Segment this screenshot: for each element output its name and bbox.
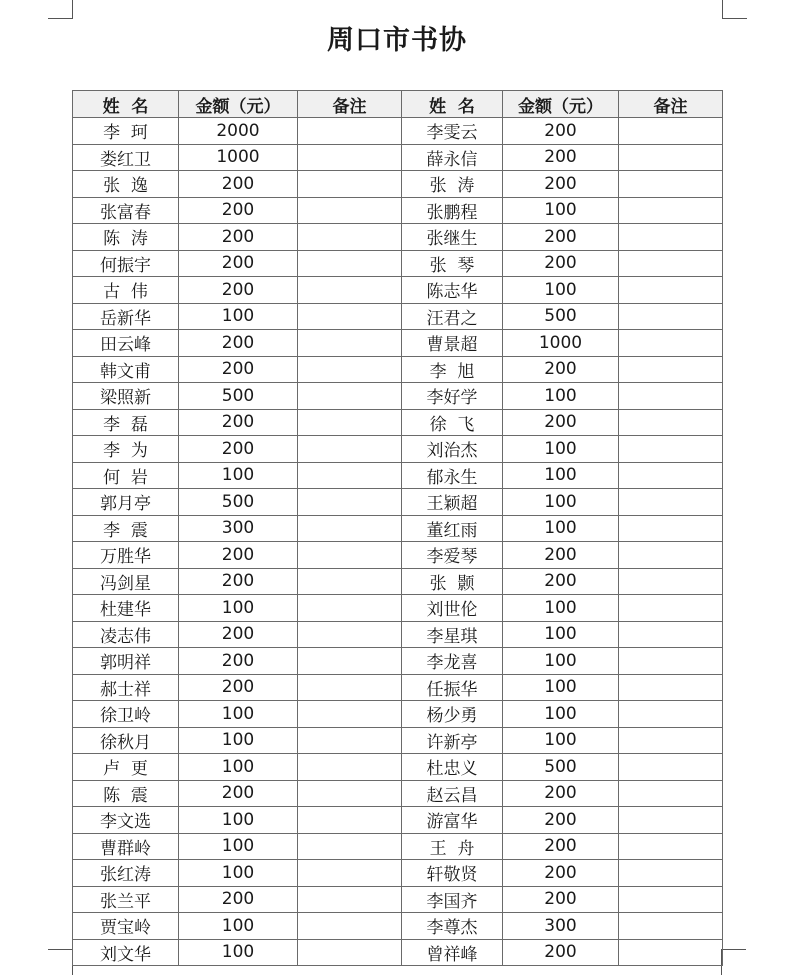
note-cell-left — [298, 224, 402, 251]
table-row — [73, 224, 723, 251]
table-row — [73, 356, 723, 383]
note-cell-right — [619, 780, 723, 807]
table-row — [73, 330, 723, 357]
note-cell-right — [619, 303, 723, 330]
name-cell-right: 李雯云 — [402, 118, 503, 145]
amount-cell-right: 1000 — [503, 330, 619, 357]
header-note-left: 备注 — [298, 91, 402, 118]
amount-cell-left: 100 — [179, 754, 298, 781]
name-cell-left: 徐秋月 — [73, 727, 179, 754]
table-row — [73, 648, 723, 675]
table-row — [73, 409, 723, 436]
table-row — [73, 144, 723, 171]
amount-cell-left: 200 — [179, 648, 298, 675]
note-cell-left — [298, 913, 402, 940]
note-cell-right — [619, 171, 723, 198]
name-cell-right: 游富华 — [402, 807, 503, 834]
note-cell-left — [298, 833, 402, 860]
amount-cell-right: 200 — [503, 542, 619, 569]
amount-cell-left: 100 — [179, 701, 298, 728]
note-cell-left — [298, 568, 402, 595]
name-cell-right: 曾祥峰 — [402, 939, 503, 966]
note-cell-right — [619, 250, 723, 277]
donation-table — [72, 90, 723, 966]
note-cell-left — [298, 595, 402, 622]
table-row — [73, 303, 723, 330]
name-cell-right: 许新亭 — [402, 727, 503, 754]
name-cell-left: 卢 更 — [73, 754, 179, 781]
table-row — [73, 780, 723, 807]
header-note-right: 备注 — [619, 91, 723, 118]
page-corner-mark-top-left — [48, 0, 73, 19]
amount-cell-right: 200 — [503, 780, 619, 807]
amount-cell-right: 200 — [503, 118, 619, 145]
name-cell-right: 张继生 — [402, 224, 503, 251]
name-cell-right: 杨少勇 — [402, 701, 503, 728]
table-row — [73, 542, 723, 569]
amount-cell-left: 200 — [179, 886, 298, 913]
table-row — [73, 701, 723, 728]
amount-cell-right: 100 — [503, 648, 619, 675]
amount-cell-right: 200 — [503, 171, 619, 198]
table-body — [73, 118, 723, 966]
note-cell-right — [619, 754, 723, 781]
amount-cell-left: 200 — [179, 171, 298, 198]
note-cell-right — [619, 807, 723, 834]
table-row — [73, 197, 723, 224]
note-cell-right — [619, 197, 723, 224]
amount-cell-left: 200 — [179, 224, 298, 251]
table-row — [73, 727, 723, 754]
note-cell-right — [619, 489, 723, 516]
name-cell-right: 薛永信 — [402, 144, 503, 171]
name-cell-left: 刘文华 — [73, 939, 179, 966]
note-cell-left — [298, 197, 402, 224]
amount-cell-right: 100 — [503, 489, 619, 516]
note-cell-right — [619, 409, 723, 436]
table-row — [73, 462, 723, 489]
name-cell-left: 郭月亭 — [73, 489, 179, 516]
table-row — [73, 515, 723, 542]
note-cell-left — [298, 436, 402, 463]
amount-cell-left: 100 — [179, 462, 298, 489]
name-cell-left: 凌志伟 — [73, 621, 179, 648]
header-amount-right: 金额（元） — [503, 91, 619, 118]
amount-cell-left: 200 — [179, 277, 298, 304]
note-cell-right — [619, 224, 723, 251]
note-cell-left — [298, 489, 402, 516]
note-cell-left — [298, 621, 402, 648]
table-row — [73, 436, 723, 463]
name-cell-left: 陈 涛 — [73, 224, 179, 251]
note-cell-right — [619, 674, 723, 701]
note-cell-right — [619, 462, 723, 489]
note-cell-right — [619, 436, 723, 463]
amount-cell-right: 200 — [503, 356, 619, 383]
name-cell-right: 张 颢 — [402, 568, 503, 595]
amount-cell-right: 100 — [503, 515, 619, 542]
amount-cell-right: 200 — [503, 939, 619, 966]
amount-cell-left: 200 — [179, 621, 298, 648]
table-row — [73, 886, 723, 913]
note-cell-right — [619, 568, 723, 595]
note-cell-right — [619, 330, 723, 357]
note-cell-right — [619, 595, 723, 622]
note-cell-right — [619, 833, 723, 860]
page-corner-mark-top-right — [722, 0, 747, 19]
table-row — [73, 489, 723, 516]
amount-cell-right: 100 — [503, 674, 619, 701]
note-cell-left — [298, 780, 402, 807]
amount-cell-left: 100 — [179, 939, 298, 966]
note-cell-right — [619, 939, 723, 966]
amount-cell-left: 100 — [179, 727, 298, 754]
table-row — [73, 860, 723, 887]
page-corner-mark-bottom-left — [48, 949, 73, 975]
amount-cell-right: 100 — [503, 436, 619, 463]
name-cell-right: 李好学 — [402, 383, 503, 410]
note-cell-left — [298, 674, 402, 701]
amount-cell-right: 200 — [503, 833, 619, 860]
note-cell-left — [298, 383, 402, 410]
note-cell-right — [619, 277, 723, 304]
name-cell-left: 杜建华 — [73, 595, 179, 622]
note-cell-right — [619, 648, 723, 675]
amount-cell-left: 100 — [179, 807, 298, 834]
note-cell-right — [619, 913, 723, 940]
name-cell-left: 何 岩 — [73, 462, 179, 489]
amount-cell-left: 100 — [179, 595, 298, 622]
table-row — [73, 939, 723, 966]
note-cell-right — [619, 542, 723, 569]
table-row — [73, 754, 723, 781]
note-cell-left — [298, 807, 402, 834]
header-name-left: 姓 名 — [73, 91, 179, 118]
name-cell-left: 郝士祥 — [73, 674, 179, 701]
name-cell-right: 李 旭 — [402, 356, 503, 383]
amount-cell-right: 100 — [503, 595, 619, 622]
name-cell-left: 万胜华 — [73, 542, 179, 569]
name-cell-right: 汪君之 — [402, 303, 503, 330]
name-cell-left: 何振宇 — [73, 250, 179, 277]
amount-cell-left: 300 — [179, 515, 298, 542]
table-row — [73, 674, 723, 701]
amount-cell-right: 500 — [503, 303, 619, 330]
table-row — [73, 277, 723, 304]
amount-cell-right: 100 — [503, 462, 619, 489]
name-cell-left: 郭明祥 — [73, 648, 179, 675]
amount-cell-left: 1000 — [179, 144, 298, 171]
table-row — [73, 568, 723, 595]
header-name-right: 姓 名 — [402, 91, 503, 118]
note-cell-left — [298, 250, 402, 277]
name-cell-right: 李国齐 — [402, 886, 503, 913]
note-cell-left — [298, 356, 402, 383]
note-cell-left — [298, 515, 402, 542]
name-cell-left: 李 磊 — [73, 409, 179, 436]
name-cell-right: 刘世伦 — [402, 595, 503, 622]
note-cell-right — [619, 621, 723, 648]
amount-cell-left: 100 — [179, 860, 298, 887]
name-cell-left: 李 珂 — [73, 118, 179, 145]
name-cell-right: 赵云昌 — [402, 780, 503, 807]
amount-cell-left: 200 — [179, 356, 298, 383]
note-cell-left — [298, 542, 402, 569]
name-cell-right: 刘治杰 — [402, 436, 503, 463]
name-cell-left: 张红涛 — [73, 860, 179, 887]
amount-cell-left: 200 — [179, 542, 298, 569]
amount-cell-left: 100 — [179, 913, 298, 940]
name-cell-left: 徐卫岭 — [73, 701, 179, 728]
table-header-row — [73, 91, 723, 118]
amount-cell-right: 200 — [503, 860, 619, 887]
amount-cell-left: 200 — [179, 436, 298, 463]
note-cell-left — [298, 144, 402, 171]
name-cell-right: 王颖超 — [402, 489, 503, 516]
amount-cell-right: 200 — [503, 886, 619, 913]
amount-cell-right: 200 — [503, 224, 619, 251]
name-cell-left: 岳新华 — [73, 303, 179, 330]
name-cell-right: 李爱琴 — [402, 542, 503, 569]
note-cell-right — [619, 727, 723, 754]
name-cell-left: 张 逸 — [73, 171, 179, 198]
note-cell-right — [619, 701, 723, 728]
amount-cell-left: 100 — [179, 303, 298, 330]
note-cell-left — [298, 648, 402, 675]
amount-cell-right: 200 — [503, 409, 619, 436]
amount-cell-right: 200 — [503, 250, 619, 277]
name-cell-right: 张 涛 — [402, 171, 503, 198]
amount-cell-right: 200 — [503, 568, 619, 595]
note-cell-left — [298, 409, 402, 436]
name-cell-left: 张富春 — [73, 197, 179, 224]
name-cell-right: 陈志华 — [402, 277, 503, 304]
note-cell-right — [619, 860, 723, 887]
name-cell-left: 李 震 — [73, 515, 179, 542]
amount-cell-left: 200 — [179, 780, 298, 807]
note-cell-left — [298, 860, 402, 887]
name-cell-left: 李文选 — [73, 807, 179, 834]
amount-cell-left: 200 — [179, 568, 298, 595]
name-cell-left: 韩文甫 — [73, 356, 179, 383]
amount-cell-left: 100 — [179, 833, 298, 860]
note-cell-left — [298, 462, 402, 489]
name-cell-right: 王 舟 — [402, 833, 503, 860]
name-cell-right: 杜忠义 — [402, 754, 503, 781]
name-cell-right: 李龙喜 — [402, 648, 503, 675]
document-title: 周口市书协 — [327, 25, 467, 56]
amount-cell-right: 100 — [503, 383, 619, 410]
name-cell-right: 郁永生 — [402, 462, 503, 489]
note-cell-right — [619, 118, 723, 145]
table-row — [73, 807, 723, 834]
name-cell-right: 张 琴 — [402, 250, 503, 277]
name-cell-right: 李星琪 — [402, 621, 503, 648]
name-cell-left: 梁照新 — [73, 383, 179, 410]
amount-cell-left: 200 — [179, 250, 298, 277]
table-row — [73, 595, 723, 622]
name-cell-left: 冯剑星 — [73, 568, 179, 595]
amount-cell-left: 200 — [179, 197, 298, 224]
name-cell-right: 徐 飞 — [402, 409, 503, 436]
name-cell-left: 曹群岭 — [73, 833, 179, 860]
note-cell-right — [619, 515, 723, 542]
note-cell-left — [298, 303, 402, 330]
amount-cell-left: 200 — [179, 674, 298, 701]
name-cell-right: 轩敬贤 — [402, 860, 503, 887]
note-cell-right — [619, 356, 723, 383]
amount-cell-right: 100 — [503, 701, 619, 728]
table-row — [73, 833, 723, 860]
name-cell-left: 贾宝岭 — [73, 913, 179, 940]
amount-cell-right: 100 — [503, 727, 619, 754]
name-cell-left: 古 伟 — [73, 277, 179, 304]
amount-cell-left: 200 — [179, 409, 298, 436]
note-cell-left — [298, 118, 402, 145]
amount-cell-left: 2000 — [179, 118, 298, 145]
name-cell-left: 陈 震 — [73, 780, 179, 807]
table-row — [73, 383, 723, 410]
name-cell-right: 曹景超 — [402, 330, 503, 357]
name-cell-right: 任振华 — [402, 674, 503, 701]
amount-cell-right: 300 — [503, 913, 619, 940]
note-cell-left — [298, 701, 402, 728]
note-cell-left — [298, 754, 402, 781]
name-cell-left: 娄红卫 — [73, 144, 179, 171]
note-cell-right — [619, 383, 723, 410]
amount-cell-right: 100 — [503, 277, 619, 304]
table-row — [73, 621, 723, 648]
amount-cell-left: 500 — [179, 489, 298, 516]
table-row — [73, 171, 723, 198]
amount-cell-left: 200 — [179, 330, 298, 357]
amount-cell-right: 500 — [503, 754, 619, 781]
note-cell-left — [298, 727, 402, 754]
page-corner-mark-bottom-right — [721, 949, 746, 975]
amount-cell-left: 500 — [179, 383, 298, 410]
amount-cell-right: 100 — [503, 197, 619, 224]
name-cell-right: 张鹏程 — [402, 197, 503, 224]
name-cell-right: 李尊杰 — [402, 913, 503, 940]
table-row — [73, 250, 723, 277]
note-cell-left — [298, 886, 402, 913]
name-cell-left: 李 为 — [73, 436, 179, 463]
note-cell-left — [298, 330, 402, 357]
name-cell-right: 董红雨 — [402, 515, 503, 542]
note-cell-left — [298, 277, 402, 304]
amount-cell-right: 200 — [503, 807, 619, 834]
amount-cell-right: 200 — [503, 144, 619, 171]
name-cell-left: 张兰平 — [73, 886, 179, 913]
table-row — [73, 913, 723, 940]
table-row — [73, 118, 723, 145]
note-cell-left — [298, 171, 402, 198]
name-cell-left: 田云峰 — [73, 330, 179, 357]
note-cell-right — [619, 144, 723, 171]
amount-cell-right: 100 — [503, 621, 619, 648]
note-cell-right — [619, 886, 723, 913]
header-amount-left: 金额（元） — [179, 91, 298, 118]
note-cell-left — [298, 939, 402, 966]
